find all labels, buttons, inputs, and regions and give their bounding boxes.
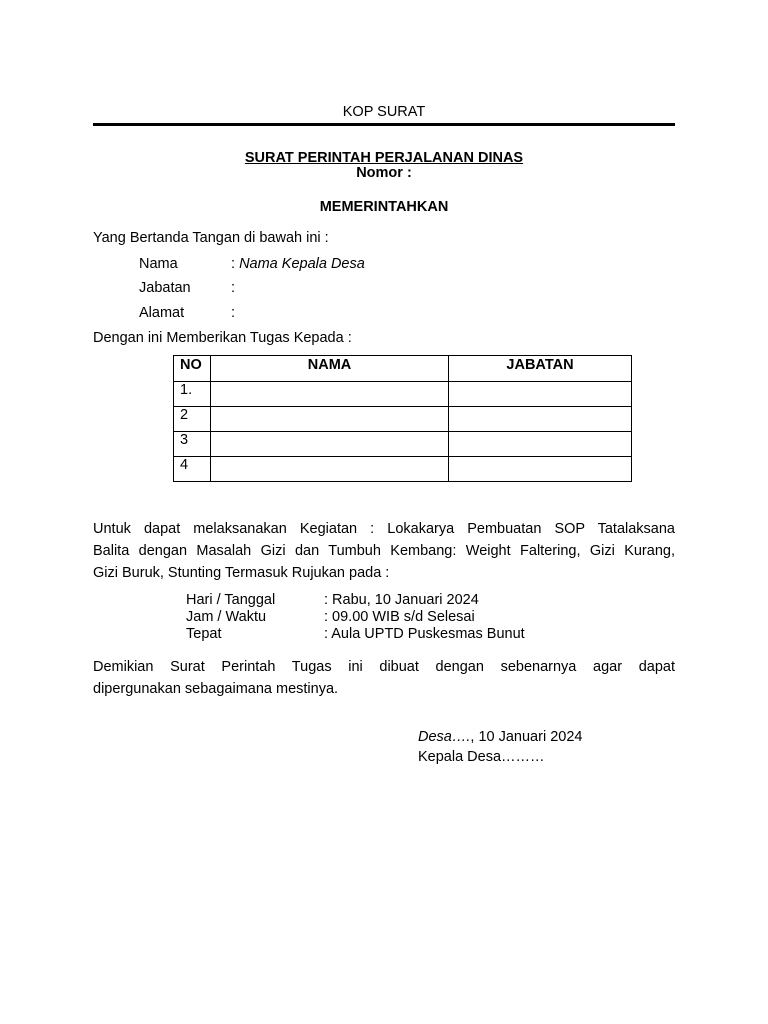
closing-paragraph (93, 656, 675, 700)
activity-line: Gizi Buruk, Stunting Termasuk Rujukan pada : (93, 565, 390, 581)
signature-place: Desa…. (418, 729, 471, 745)
schedule-label-time: Jam / Waktu (186, 609, 267, 625)
closing-line: dipergunakan sebagaimana mestinya. (93, 681, 339, 697)
table-row (174, 432, 632, 457)
closing-line: Demikian Surat Perintah Tugas ini dibuat dengan sebenarnya agar dapat (93, 659, 675, 675)
letterhead-placeholder: KOP SURAT (342, 104, 426, 120)
field-sep: : (231, 305, 236, 321)
signatory-name: Nama Kepala Desa (239, 256, 365, 272)
cell-jabatan (449, 407, 632, 432)
cell-no: 1. (174, 382, 211, 407)
schedule-value-time: : 09.00 WIB s/d Selesai (324, 609, 475, 625)
cell-nama (211, 457, 449, 482)
letter-title: SURAT PERINTAH PERJALANAN DINAS (244, 150, 524, 166)
assignees-table (173, 355, 632, 482)
field-label-nama: Nama (139, 256, 178, 272)
cell-jabatan (449, 432, 632, 457)
column-header-no: NO (174, 356, 211, 382)
schedule-label-place: Tepat (186, 626, 222, 642)
signature-date-text: , 10 Januari 2024 (470, 729, 583, 745)
activity-line: Balita dengan Masalah Gizi dan Tumbuh Kembang: Weight Faltering, Gizi Kurang, (93, 543, 675, 559)
assignees-intro: Dengan ini Memberikan Tugas Kepada : (93, 330, 352, 346)
activity-paragraph (93, 518, 675, 584)
signatory-intro: Yang Bertanda Tangan di bawah ini : (93, 230, 329, 246)
schedule-value-day: : Rabu, 10 Januari 2024 (324, 592, 479, 608)
field-label-jabatan: Jabatan (139, 280, 191, 296)
table-row (174, 407, 632, 432)
field-value-jabatan (231, 280, 235, 296)
column-header-nama: NAMA (211, 356, 449, 382)
letter-number: Nomor : (356, 165, 412, 181)
activity-line: Untuk dapat melaksanakan Kegiatan : Lokakarya Pembuatan SOP Tatalaksana (93, 521, 675, 537)
field-value-nama (231, 256, 365, 272)
cell-nama (211, 382, 449, 407)
cell-nama (211, 407, 449, 432)
cell-jabatan (449, 382, 632, 407)
signature-role: Kepala Desa……… (418, 749, 545, 765)
field-value-alamat (231, 305, 235, 321)
table-header-row (174, 356, 632, 382)
field-sep: : (231, 280, 236, 296)
field-sep: : (231, 256, 236, 272)
schedule-label-day: Hari / Tanggal (186, 592, 276, 608)
table-row (174, 457, 632, 482)
field-label-alamat: Alamat (139, 305, 185, 321)
cell-no: 3 (174, 432, 211, 457)
cell-jabatan (449, 457, 632, 482)
table-row (174, 382, 632, 407)
cell-no: 2 (174, 407, 211, 432)
section-heading: MEMERINTAHKAN (319, 199, 449, 215)
schedule-value-place: : Aula UPTD Puskesmas Bunut (324, 626, 525, 642)
column-header-jabatan: JABATAN (449, 356, 632, 382)
letterhead-rule (93, 123, 675, 126)
cell-nama (211, 432, 449, 457)
signature-date (418, 729, 582, 745)
cell-no: 4 (174, 457, 211, 482)
